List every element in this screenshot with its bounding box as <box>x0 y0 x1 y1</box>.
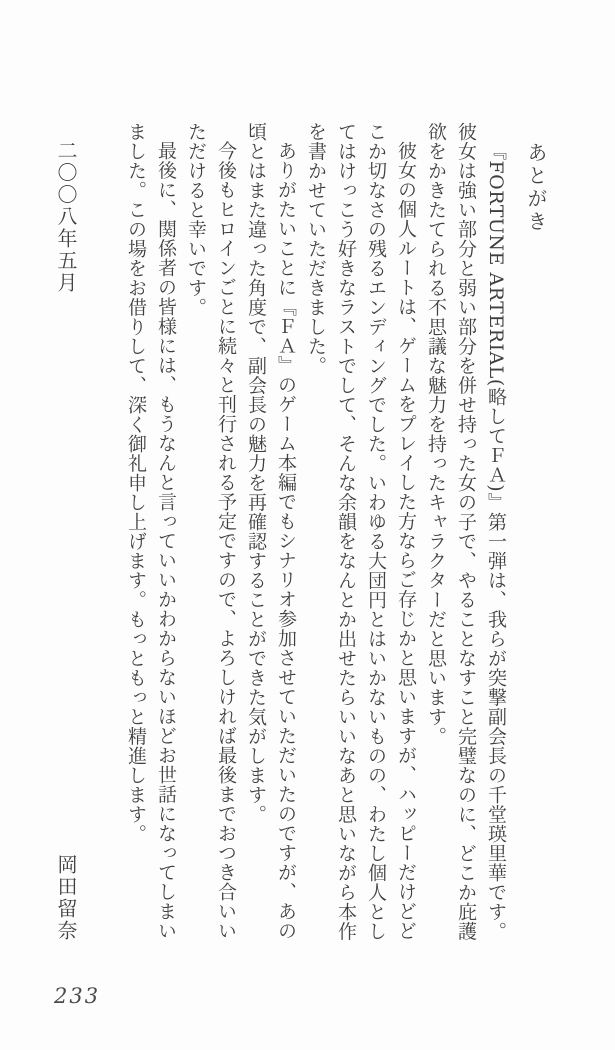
afterword-content <box>34 122 551 942</box>
page-number: 233 <box>54 984 101 1008</box>
author-signature: 岡田留奈 <box>54 854 78 942</box>
paragraph-4: 今後もヒロインごとに続々と刊行される予定ですので、よろしければ最後までおつき合いいただけると幸いです。 <box>185 122 237 941</box>
date-signature-column <box>51 122 81 942</box>
paragraph-3: ありがたいことに『ＦＡ』のゲーム本編でもシナリオ参加させていただいたのですが、あの頃とはまた違った角度で、副会長の魅力を再確認することができた気がします。 <box>245 122 297 941</box>
publication-date: 二〇〇八年五月 <box>54 140 78 294</box>
paragraph-5: 最後に、関係者の皆様には、もうなんと言っていいかわからないほどお世話になってしまいました。この場をお借りして、深く御礼申し上げます。もっともっと精進します。 <box>125 122 177 941</box>
paragraph-2: 彼女の個人ルートは、ゲームをプレイした方ならご存じかと思いますが、ハッピーだけどどこか切なさの残るエンディングでした。いわゆる大団円とはいかないものの、わたし個人としてはけっこう好きなラストでして、そんな余韻をなんとか出せたらいいなあと思いながら本作を書かせていただきました。 <box>305 122 417 941</box>
paragraph-1: 『FORTUNE ARTERIAL(略してＦＡ)』第一弾は、我らが突撃副会長の千堂瑛里華です。彼女は強い部分と弱い部分を併せ持った女の子で、やることなすこと完璧なのに、どこか庇護欲をかきたてられる不思議な魅力を持ったキャラクターだと思います。 <box>425 122 507 941</box>
page-title: あとがき <box>524 142 548 234</box>
